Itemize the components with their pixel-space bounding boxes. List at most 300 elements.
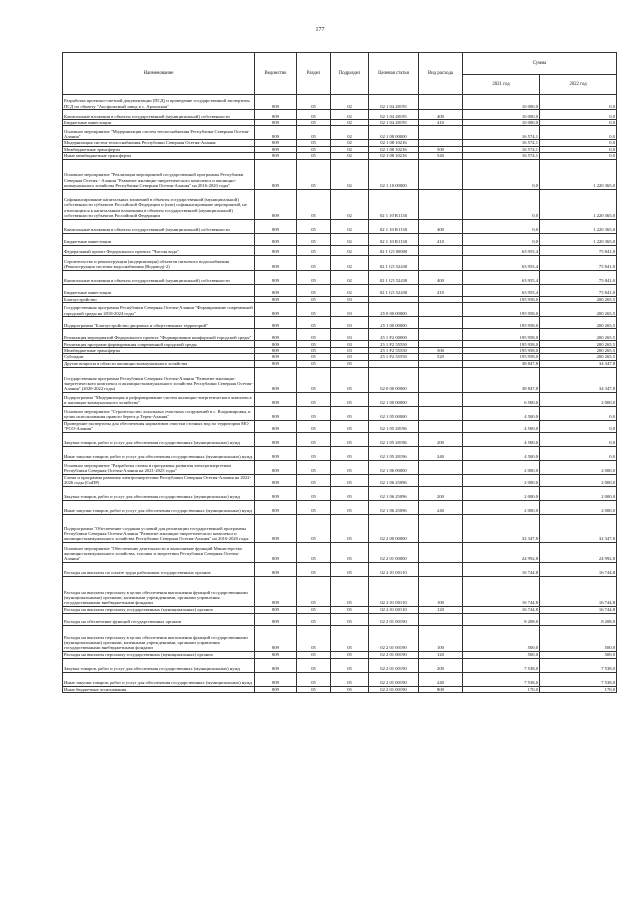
row-department-cell: 809 <box>255 189 297 219</box>
row-subsection-cell: 02 <box>331 120 369 126</box>
row-expense-type-cell: 500 <box>419 146 463 152</box>
row-section-cell: 05 <box>297 140 331 146</box>
table-row <box>63 255 617 270</box>
row-target-cell: 02 1 G5 52430 <box>369 284 419 296</box>
row-section-cell: 05 <box>297 392 331 406</box>
row-target-cell: 02 1 05 00000 <box>369 406 419 420</box>
table-row <box>63 658 617 672</box>
row-department-cell: 809 <box>255 284 297 296</box>
row-section-cell: 05 <box>297 303 331 317</box>
row-expense-type-cell <box>419 367 463 392</box>
row-name-cell: Иные закупки товаров, работ и услуг для обеспечения государственных (муниципальных) нужд <box>63 500 255 514</box>
row-sum-2021-cell: 500,0 <box>463 651 540 658</box>
row-name-cell: Основное мероприятие "Реализация мероприятий государственной программы Республики Северная Осетия - Алания "Развитие жилищно-энергетического комплекса и жилищно-коммунального хозяйства Республики Северная Осетия-Алания" на 2016-2020 годы" <box>63 159 255 189</box>
row-sum-2021-cell: 0,0 <box>463 219 540 233</box>
row-department-cell: 809 <box>255 303 297 317</box>
row-subsection-cell: 05 <box>331 542 369 562</box>
row-sum-2021-cell: 63 955,4 <box>463 284 540 296</box>
row-target-cell: 02 2 01 00190 <box>369 625 419 651</box>
row-section-cell: 05 <box>297 576 331 606</box>
row-subsection-cell: 05 <box>331 514 369 542</box>
row-subsection-cell: 05 <box>331 686 369 692</box>
row-section-cell: 05 <box>297 367 331 392</box>
table-row <box>63 284 617 296</box>
table-row <box>63 613 617 625</box>
row-subsection-cell: 03 <box>331 303 369 317</box>
row-department-cell: 809 <box>255 460 297 474</box>
row-sum-2022-cell: 0,0 <box>540 406 617 420</box>
row-department-cell: 809 <box>255 360 297 367</box>
row-target-cell: 25 1 F2 55550 <box>369 348 419 354</box>
table-body <box>63 95 617 693</box>
row-name-cell: Субсидии <box>63 354 255 360</box>
row-sum-2021-cell: 4 500,0 <box>463 432 540 446</box>
row-department-cell: 809 <box>255 354 297 360</box>
page-number: 177 <box>315 27 325 33</box>
row-name-cell: Благоустройство <box>63 296 255 302</box>
row-name-cell: Реализация программ формирования современной городской среды <box>63 341 255 348</box>
row-section-cell: 05 <box>297 446 331 460</box>
row-section-cell: 05 <box>297 233 331 245</box>
row-sum-2021-cell: 4 500,0 <box>463 406 540 420</box>
row-name-cell: Подпрограмма "Благоустройство дворовых и общественных территорий" <box>63 317 255 329</box>
row-sum-2021-cell: 63 955,4 <box>463 255 540 270</box>
row-sum-2022-cell: 0,0 <box>540 95 617 110</box>
row-target-cell: 02 2 01 00000 <box>369 542 419 562</box>
row-department-cell: 809 <box>255 348 297 354</box>
row-sum-2021-cell: 195 958,0 <box>463 348 540 354</box>
row-name-cell: Расходы на выплаты персоналу государственных (муниципальных) органов <box>63 606 255 613</box>
table-row <box>63 317 617 329</box>
row-section-cell: 05 <box>297 159 331 189</box>
header-sum: Сумма <box>463 53 617 75</box>
row-section-cell: 05 <box>297 360 331 367</box>
row-name-cell: Капитальные вложения в объекты государственной (муниципальной) собственности <box>63 219 255 233</box>
row-department-cell: 809 <box>255 625 297 651</box>
row-sum-2022-cell: 200 265,5 <box>540 329 617 341</box>
row-department-cell: 809 <box>255 255 297 270</box>
row-department-cell: 809 <box>255 153 297 159</box>
table-row <box>63 446 617 460</box>
row-department-cell: 809 <box>255 606 297 613</box>
row-department-cell: 809 <box>255 245 297 255</box>
row-expense-type-cell: 120 <box>419 606 463 613</box>
header-year-2021: 2021 год <box>463 75 540 95</box>
row-sum-2021-cell: 4 500,0 <box>463 446 540 460</box>
row-sum-2022-cell: 170,0 <box>540 686 617 692</box>
row-sum-2021-cell: 7 538,0 <box>463 672 540 686</box>
row-subsection-cell: 02 <box>331 270 369 284</box>
row-name-cell: Основное мероприятие "Строительство локальных очистных сооружений в с. Владимировка, в целях использования правого берега р.Терек-Алания" <box>63 406 255 420</box>
row-department-cell: 809 <box>255 406 297 420</box>
row-section-cell: 05 <box>297 189 331 219</box>
row-subsection-cell: 05 <box>331 432 369 446</box>
row-expense-type-cell <box>419 360 463 367</box>
row-section-cell: 05 <box>297 354 331 360</box>
table-row <box>63 360 617 367</box>
row-expense-type-cell <box>419 392 463 406</box>
row-expense-type-cell: 100 <box>419 625 463 651</box>
row-sum-2021-cell: 4 500,0 <box>463 420 540 432</box>
row-sum-2021-cell: 38 847,8 <box>463 367 540 392</box>
row-subsection-cell: 05 <box>331 651 369 658</box>
row-sum-2021-cell: 63 955,4 <box>463 270 540 284</box>
row-expense-type-cell <box>419 189 463 219</box>
row-expense-type-cell <box>419 514 463 542</box>
row-department-cell: 809 <box>255 672 297 686</box>
row-sum-2021-cell: 195 958,0 <box>463 303 540 317</box>
header-department: Ведомство <box>255 53 297 95</box>
row-name-cell: Строительство и реконструкция (модернизация) объектов питьевого водоснабжения (Реконструкция системы водоснабжения (Водовод)-2) <box>63 255 255 270</box>
row-name-cell: Схема и программа развития электроэнергетики Республики Северная Осетия-Алания на 2022-2026 годы (СиПР) <box>63 474 255 486</box>
row-section-cell: 05 <box>297 126 331 140</box>
row-department-cell: 809 <box>255 110 297 120</box>
row-department-cell: 809 <box>255 500 297 514</box>
row-section-cell: 05 <box>297 672 331 686</box>
row-sum-2022-cell: 0,0 <box>540 446 617 460</box>
row-target-cell <box>369 360 419 367</box>
row-expense-type-cell: 200 <box>419 432 463 446</box>
row-expense-type-cell <box>419 474 463 486</box>
row-sum-2021-cell: 0,0 <box>463 233 540 245</box>
table-row <box>63 606 617 613</box>
row-subsection-cell: 05 <box>331 658 369 672</box>
row-target-cell: 02 1 00 00000 <box>369 392 419 406</box>
row-subsection-cell: 05 <box>331 672 369 686</box>
row-expense-type-cell: 500 <box>419 348 463 354</box>
row-department-cell: 809 <box>255 562 297 576</box>
row-section-cell: 05 <box>297 146 331 152</box>
row-target-cell: 02 2 01 00190 <box>369 672 419 686</box>
row-subsection-cell: 03 <box>331 296 369 302</box>
row-section-cell: 05 <box>297 651 331 658</box>
row-name-cell: Подпрограмма "Обеспечение создания условий для реализации государственной программы Республики Северная Осетия-Алания "Развитие жилищно-энергетического комплекса и жилищно-коммунального хозяйства Республики Северная Осетия-Алания" на 2016-2020 годы <box>63 514 255 542</box>
row-name-cell: Иные закупки товаров, работ и услуг для обеспечения государственных (муниципальных) нужд <box>63 446 255 460</box>
row-sum-2021-cell: 8 208,0 <box>463 613 540 625</box>
row-subsection-cell: 05 <box>331 576 369 606</box>
row-sum-2021-cell: 2 000,0 <box>463 486 540 500</box>
row-sum-2022-cell: 1 220 365,0 <box>540 189 617 219</box>
row-target-cell: 02 1 G5 00000 <box>369 245 419 255</box>
row-sum-2021-cell: 2 000,0 <box>463 474 540 486</box>
table-row <box>63 392 617 406</box>
row-expense-type-cell: 240 <box>419 446 463 460</box>
row-sum-2022-cell: 200 265,5 <box>540 317 617 329</box>
row-expense-type-cell: 400 <box>419 110 463 120</box>
row-target-cell: 25 1 F2 55550 <box>369 354 419 360</box>
row-name-cell: Подпрограмма "Модернизация и реформирование систем жилищно-энергетического комплекса и жилищно-коммунального хозяйства" <box>63 392 255 406</box>
row-expense-type-cell <box>419 613 463 625</box>
row-target-cell: 02 0 00 00000 <box>369 367 419 392</box>
row-sum-2022-cell: 32 347,8 <box>540 514 617 542</box>
row-section-cell: 05 <box>297 658 331 672</box>
row-section-cell: 05 <box>297 329 331 341</box>
row-expense-type-cell <box>419 460 463 474</box>
table-row <box>63 110 617 120</box>
row-subsection-cell: 05 <box>331 406 369 420</box>
row-target-cell: 02 1 08 10216 <box>369 140 419 146</box>
row-sum-2022-cell: 16 744,8 <box>540 576 617 606</box>
table-row <box>63 486 617 500</box>
row-sum-2021-cell: 16 574,1 <box>463 146 540 152</box>
row-subsection-cell: 02 <box>331 153 369 159</box>
row-expense-type-cell <box>419 255 463 270</box>
row-section-cell: 05 <box>297 606 331 613</box>
row-sum-2022-cell: 7 538,0 <box>540 658 617 672</box>
table-row <box>63 367 617 392</box>
row-expense-type-cell: 200 <box>419 658 463 672</box>
row-name-cell: Реализация мероприятий Федерального проекта "Формирование комфортной городской среды" <box>63 329 255 341</box>
row-name-cell: Межбюджетные трансферты <box>63 146 255 152</box>
table-row <box>63 686 617 692</box>
row-sum-2021-cell: 16 744,8 <box>463 562 540 576</box>
row-sum-2022-cell: 500,0 <box>540 651 617 658</box>
row-section-cell: 05 <box>297 255 331 270</box>
row-section-cell: 05 <box>297 686 331 692</box>
row-section-cell: 05 <box>297 341 331 348</box>
row-name-cell: Расходы на выплаты персоналу в целях обеспечения выполнения функций государственными (муниципальными) органами, казенными учреждениями, органами управления государственными внебюджетными фондами <box>63 576 255 606</box>
row-sum-2021-cell: 10 000,0 <box>463 110 540 120</box>
row-sum-2021-cell: 16 574,1 <box>463 126 540 140</box>
row-sum-2022-cell: 2 000,0 <box>540 474 617 486</box>
row-sum-2022-cell: 0,0 <box>540 140 617 146</box>
row-sum-2022-cell: 75 841,0 <box>540 245 617 255</box>
header-target: Целевая статья <box>369 53 419 95</box>
row-name-cell: Другие вопросы в области жилищно-коммунального хозяйства <box>63 360 255 367</box>
row-subsection-cell: 05 <box>331 562 369 576</box>
row-section-cell: 05 <box>297 500 331 514</box>
row-name-cell: Капитальные вложения в объекты государственной (муниципальной) собственности <box>63 110 255 120</box>
row-name-cell: Закупка товаров, работ и услуг для обеспечения государственных (муниципальных) нужд <box>63 658 255 672</box>
row-sum-2022-cell: 200 265,5 <box>540 341 617 348</box>
row-department-cell: 809 <box>255 341 297 348</box>
row-sum-2022-cell: 1 220 365,0 <box>540 233 617 245</box>
row-section-cell: 05 <box>297 219 331 233</box>
row-sum-2022-cell: 0,0 <box>540 153 617 159</box>
row-name-cell: Иные бюджетные ассигнования <box>63 686 255 692</box>
row-subsection-cell: 02 <box>331 146 369 152</box>
row-sum-2021-cell: 0,0 <box>463 159 540 189</box>
row-section-cell: 05 <box>297 296 331 302</box>
row-name-cell: Бюджетные инвестиции <box>63 120 255 126</box>
row-name-cell: Иные закупки товаров, работ и услуг для обеспечения государственных (муниципальных) нужд <box>63 672 255 686</box>
row-sum-2021-cell: 0,0 <box>463 189 540 219</box>
row-department-cell: 809 <box>255 432 297 446</box>
table-row <box>63 625 617 651</box>
row-department-cell: 809 <box>255 159 297 189</box>
row-target-cell: 02 1 06 25096 <box>369 500 419 514</box>
row-expense-type-cell: 800 <box>419 686 463 692</box>
row-department-cell: 809 <box>255 120 297 126</box>
row-sum-2022-cell: 24 992,8 <box>540 542 617 562</box>
row-subsection-cell: 02 <box>331 159 369 189</box>
row-name-cell: Расходы на выплаты персоналу в целях обеспечения выполнения функций государственными (муниципальными) органами, казенными учреждениями, органами управления государственными внебюджетными фондами <box>63 625 255 651</box>
row-expense-type-cell: 240 <box>419 672 463 686</box>
table-row <box>63 432 617 446</box>
table-row <box>63 270 617 284</box>
row-name-cell: Основное мероприятие "Обеспечение деятельности и выполнение функций Министерства жилищно-коммунального хозяйства, топлива и энергетики Республики Северная Осетия-Алания" <box>63 542 255 562</box>
row-target-cell: 02 1 10 00000 <box>369 159 419 189</box>
row-section-cell: 05 <box>297 110 331 120</box>
row-target-cell: 02 1 10 R1130 <box>369 219 419 233</box>
row-section-cell: 05 <box>297 420 331 432</box>
row-section-cell: 05 <box>297 562 331 576</box>
row-subsection-cell: 05 <box>331 420 369 432</box>
row-expense-type-cell <box>419 542 463 562</box>
row-section-cell: 05 <box>297 153 331 159</box>
row-expense-type-cell <box>419 95 463 110</box>
row-section-cell: 05 <box>297 284 331 296</box>
row-target-cell: 02 1 G5 52430 <box>369 270 419 284</box>
row-section-cell: 05 <box>297 460 331 474</box>
row-subsection-cell: 05 <box>331 500 369 514</box>
row-subsection-cell: 02 <box>331 140 369 146</box>
row-subsection-cell: 05 <box>331 446 369 460</box>
row-target-cell: 02 1 05 28196 <box>369 432 419 446</box>
row-target-cell: 02 1 10 R1130 <box>369 233 419 245</box>
row-sum-2022-cell: 2 000,0 <box>540 460 617 474</box>
row-target-cell: 02 2 01 00190 <box>369 686 419 692</box>
row-section-cell: 05 <box>297 95 331 110</box>
row-sum-2021-cell: 2 000,0 <box>463 460 540 474</box>
row-sum-2021-cell: 195 958,0 <box>463 329 540 341</box>
row-target-cell: 02 1 04 28195 <box>369 120 419 126</box>
row-sum-2022-cell: 1 220 365,0 <box>540 159 617 189</box>
table-row <box>63 95 617 110</box>
row-sum-2022-cell: 200 265,5 <box>540 296 617 302</box>
budget-table <box>62 52 617 693</box>
row-expense-type-cell <box>419 329 463 341</box>
row-subsection-cell: 05 <box>331 613 369 625</box>
row-department-cell: 809 <box>255 686 297 692</box>
row-sum-2022-cell: 2 000,0 <box>540 392 617 406</box>
row-expense-type-cell: 400 <box>419 270 463 284</box>
row-target-cell: 02 1 08 00000 <box>369 126 419 140</box>
row-sum-2022-cell: 16 744,8 <box>540 562 617 576</box>
row-subsection-cell: 05 <box>331 367 369 392</box>
row-expense-type-cell: 200 <box>419 486 463 500</box>
row-section-cell: 05 <box>297 432 331 446</box>
row-expense-type-cell <box>419 341 463 348</box>
row-subsection-cell: 02 <box>331 284 369 296</box>
row-sum-2022-cell: 0,0 <box>540 432 617 446</box>
row-name-cell: Основное мероприятие "Модернизация систем теплоснабжения Республики Северная Осетия-Алания" <box>63 126 255 140</box>
row-section-cell: 05 <box>297 245 331 255</box>
row-expense-type-cell <box>419 303 463 317</box>
row-subsection-cell: 05 <box>331 606 369 613</box>
table-row <box>63 474 617 486</box>
row-sum-2021-cell: 16 574,1 <box>463 140 540 146</box>
row-sum-2021-cell: 195 958,0 <box>463 341 540 348</box>
row-name-cell: Иные межбюджетные трансферты <box>63 153 255 159</box>
row-expense-type-cell: 410 <box>419 284 463 296</box>
row-department-cell: 809 <box>255 95 297 110</box>
row-sum-2021-cell: 16 574,1 <box>463 153 540 159</box>
row-department-cell: 809 <box>255 474 297 486</box>
row-subsection-cell: 03 <box>331 317 369 329</box>
row-section-cell: 05 <box>297 317 331 329</box>
table-row <box>63 576 617 606</box>
row-sum-2022-cell: 75 841,0 <box>540 270 617 284</box>
row-target-cell: 02 1 04 28195 <box>369 95 419 110</box>
row-target-cell: 25 1 F2 00000 <box>369 329 419 341</box>
row-sum-2022-cell: 0,0 <box>540 420 617 432</box>
row-department-cell: 809 <box>255 392 297 406</box>
row-department-cell: 809 <box>255 146 297 152</box>
row-target-cell: 02 2 01 00190 <box>369 658 419 672</box>
row-sum-2022-cell: 8 208,0 <box>540 613 617 625</box>
row-target-cell: 02 2 00 00000 <box>369 514 419 542</box>
row-sum-2022-cell: 0,0 <box>540 120 617 126</box>
row-expense-type-cell <box>419 317 463 329</box>
row-section-cell: 05 <box>297 474 331 486</box>
row-sum-2022-cell: 2 000,0 <box>540 486 617 500</box>
row-expense-type-cell <box>419 159 463 189</box>
row-section-cell: 05 <box>297 625 331 651</box>
row-sum-2022-cell: 1 220 365,0 <box>540 219 617 233</box>
row-name-cell: Софинансирование капитальных вложений в объекты государственной (муниципальной) собственности субъектов Российской Федерации и (или) софинансирование мероприятий, не относящихся к капитальным вложениям в объекты государственной (муниципальной) собственности субъектов Российской Федерации <box>63 189 255 219</box>
row-target-cell: 25 0 00 00000 <box>369 303 419 317</box>
row-name-cell: Проведение экспертизы для обеспечения нормативов очистки сточных вод по территории МО "РСО-Алания" <box>63 420 255 432</box>
table-row <box>63 341 617 348</box>
row-sum-2021-cell: 195 958,0 <box>463 296 540 302</box>
table-row <box>63 245 617 255</box>
row-target-cell: 02 1 G5 52430 <box>369 255 419 270</box>
row-department-cell: 809 <box>255 219 297 233</box>
row-department-cell: 809 <box>255 486 297 500</box>
row-name-cell: Основное мероприятие "Разработка схемы и программы развития электроэнергетики Республики Северная Осетия-Алания на 2021-2025 годы" <box>63 460 255 474</box>
row-sum-2021-cell: 16 744,8 <box>463 606 540 613</box>
row-section-cell: 05 <box>297 542 331 562</box>
row-subsection-cell: 03 <box>331 348 369 354</box>
table-row <box>63 219 617 233</box>
table-row <box>63 126 617 140</box>
row-sum-2021-cell: 170,0 <box>463 686 540 692</box>
row-sum-2022-cell: 75 841,0 <box>540 284 617 296</box>
row-department-cell: 809 <box>255 613 297 625</box>
row-target-cell: 02 2 01 00110 <box>369 562 419 576</box>
row-sum-2021-cell: 7 538,0 <box>463 658 540 672</box>
table-row <box>63 420 617 432</box>
row-sum-2022-cell: 200 265,5 <box>540 303 617 317</box>
row-expense-type-cell: 400 <box>419 219 463 233</box>
table-row <box>63 514 617 542</box>
row-subsection-cell: 05 <box>331 360 369 367</box>
row-sum-2021-cell: 63 955,4 <box>463 245 540 255</box>
row-subsection-cell: 02 <box>331 110 369 120</box>
table-row <box>63 542 617 562</box>
row-expense-type-cell <box>419 245 463 255</box>
row-section-cell: 05 <box>297 486 331 500</box>
row-section-cell: 05 <box>297 613 331 625</box>
row-subsection-cell: 02 <box>331 95 369 110</box>
row-target-cell: 02 2 01 00190 <box>369 651 419 658</box>
row-expense-type-cell: 410 <box>419 120 463 126</box>
row-sum-2022-cell: 16 744,8 <box>540 606 617 613</box>
row-subsection-cell: 02 <box>331 233 369 245</box>
row-department-cell: 809 <box>255 542 297 562</box>
row-sum-2021-cell: 38 847,8 <box>463 360 540 367</box>
row-section-cell: 05 <box>297 120 331 126</box>
row-sum-2022-cell: 0,0 <box>540 146 617 152</box>
row-subsection-cell: 05 <box>331 486 369 500</box>
row-target-cell: 02 2 01 00190 <box>369 613 419 625</box>
row-sum-2021-cell: 195 958,0 <box>463 317 540 329</box>
row-target-cell: 02 1 08 10216 <box>369 146 419 152</box>
row-target-cell: 02 1 04 28195 <box>369 110 419 120</box>
row-department-cell: 809 <box>255 233 297 245</box>
row-expense-type-cell <box>419 406 463 420</box>
